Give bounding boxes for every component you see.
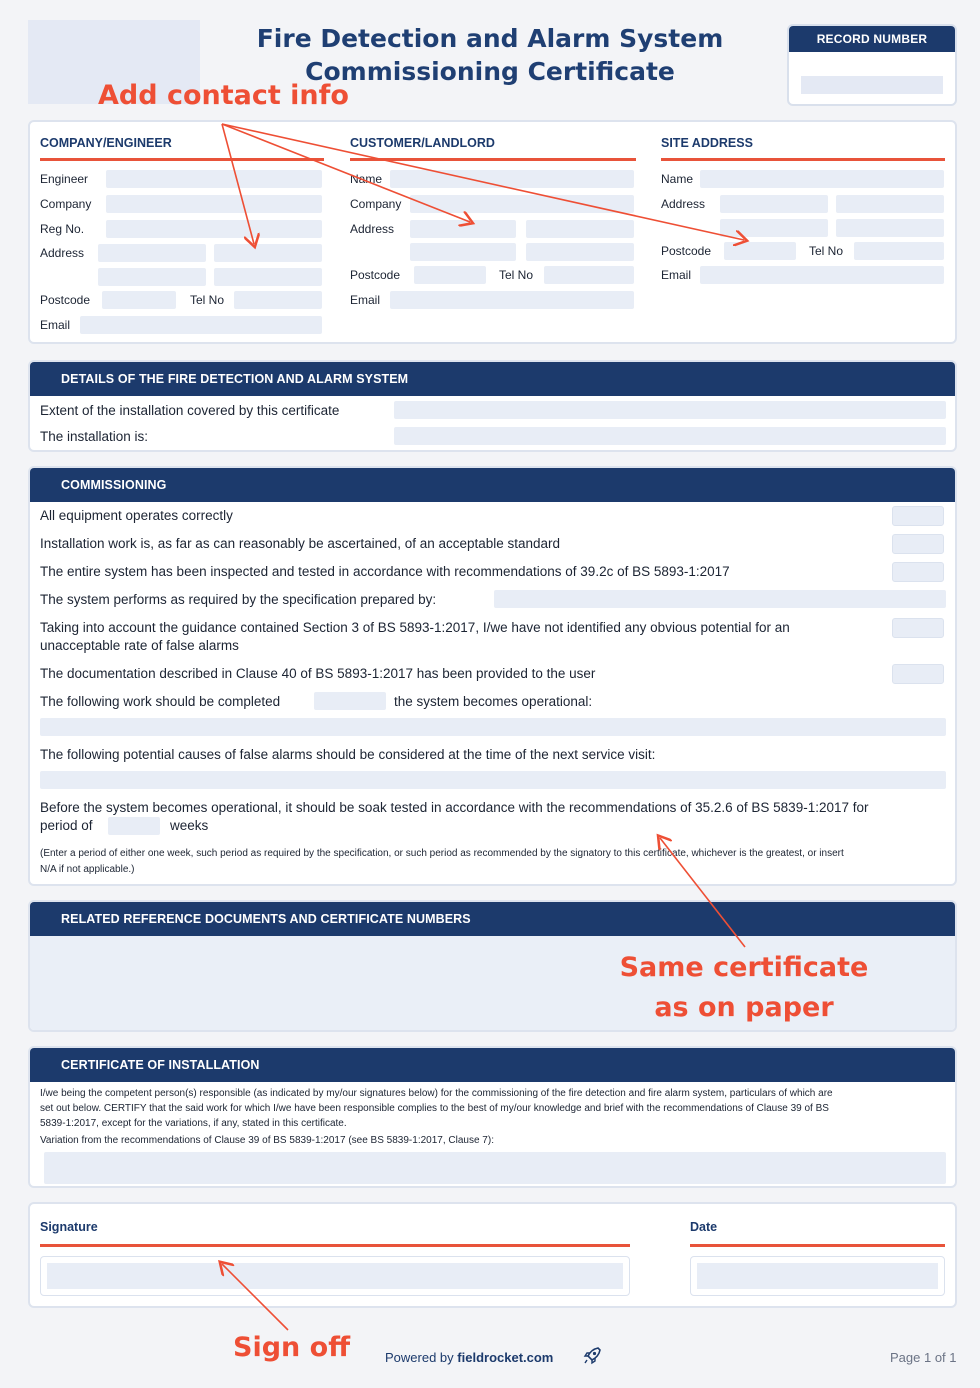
installation-standard-checkbox[interactable] bbox=[892, 534, 944, 554]
customer-postcode-field[interactable] bbox=[414, 266, 486, 284]
customer-name-field[interactable] bbox=[390, 170, 634, 188]
site-name-field[interactable] bbox=[700, 170, 944, 188]
guidance-text-line1: Taking into account the guidance contained Section 3 of BS 5893-1:2017, I/we have not identified any obvious potential for an bbox=[40, 620, 790, 635]
related-heading: RELATED REFERENCE DOCUMENTS AND CERTIFICATE NUMBERS bbox=[30, 902, 955, 936]
installation-paragraph: I/we being the competent person(s) responsible (as indicated by my/our signatures below) for the commissioning of the fire detection and fire alarm system, particulars of which are set out below. CERTIFY that the said work for which I/we have been responsible complies to the best of my/our knowledge and brief with the recommendations of Clause 39 of BS 5839-1:2017, except for the variations, if any, stated in this certificate. Variation from the recommendations of Clause 39 of BS 5839-1:2017 (see BS 5839-1:2017, Clause 7): bbox=[40, 1088, 833, 1146]
soak-weeks-field[interactable] bbox=[108, 817, 160, 835]
reg-no-label: Reg No. bbox=[40, 222, 85, 236]
address-field-2[interactable] bbox=[214, 244, 322, 262]
customer-landlord-heading: CUSTOMER/LANDLORD bbox=[350, 136, 495, 150]
divider bbox=[661, 158, 945, 161]
signature-box[interactable] bbox=[40, 1256, 630, 1296]
company-engineer-heading: COMPANY/ENGINEER bbox=[40, 136, 172, 150]
site-address-heading: SITE ADDRESS bbox=[661, 136, 753, 150]
installation-card bbox=[28, 1046, 957, 1188]
site-address-field-4[interactable] bbox=[836, 219, 944, 237]
details-card bbox=[28, 360, 957, 452]
documentation-provided-checkbox[interactable] bbox=[892, 664, 944, 684]
customer-company-field[interactable] bbox=[410, 195, 634, 213]
annotation-sign-off: Sign off bbox=[233, 1332, 351, 1363]
signoff-card bbox=[28, 1202, 957, 1308]
installation-is-label: The installation is: bbox=[40, 429, 149, 444]
commissioning-item: The entire system has been inspected and tested in accordance with recommendations of 39.2c of BS 5893-1:2017 bbox=[40, 564, 730, 579]
commissioning-item: Installation work is, as far as can reasonably be ascertained, of an acceptable standard bbox=[40, 536, 561, 551]
customer-email-field[interactable] bbox=[390, 291, 634, 309]
signature-label: Signature bbox=[40, 1220, 98, 1234]
customer-company-label: Company bbox=[350, 197, 402, 211]
divider bbox=[690, 1244, 945, 1247]
commissioning-card bbox=[28, 466, 957, 886]
divider bbox=[40, 158, 324, 161]
email-label: Email bbox=[40, 318, 71, 332]
site-tel-field[interactable] bbox=[854, 242, 944, 260]
record-number-field[interactable] bbox=[801, 76, 943, 94]
date-box[interactable] bbox=[690, 1256, 945, 1296]
site-email-label: Email bbox=[661, 268, 692, 282]
tel-no-field[interactable] bbox=[234, 291, 322, 309]
work-completed-field[interactable] bbox=[40, 718, 946, 736]
details-heading: DETAILS OF THE FIRE DETECTION AND ALARM SYSTEM bbox=[30, 362, 955, 396]
address-field-1[interactable] bbox=[98, 244, 206, 262]
customer-address-field-1[interactable] bbox=[410, 220, 516, 238]
work-completed-timing-field[interactable] bbox=[314, 692, 386, 710]
false-alarm-potential-checkbox[interactable] bbox=[892, 618, 944, 638]
soak-test-text: Before the system becomes operational, it should be soak tested in accordance with the recommendations of 35.2.6 of BS 5839-1:2017 for bbox=[40, 800, 869, 815]
customer-address-field-4[interactable] bbox=[526, 243, 634, 261]
tel-no-label: Tel No bbox=[190, 293, 225, 307]
postcode-label: Postcode bbox=[40, 293, 91, 307]
documentation-text: The documentation described in Clause 40 of BS 5893-1:2017 has been provided to the user bbox=[40, 666, 596, 681]
site-postcode-label: Postcode bbox=[661, 244, 712, 258]
extent-label: Extent of the installation covered by this certificate bbox=[40, 403, 340, 418]
annotation-same-certificate: Same certificate as on paper bbox=[619, 952, 869, 1023]
work-completed-text: The following work should be completed bbox=[40, 694, 281, 709]
page-number: Page 1 of 1 bbox=[890, 1350, 957, 1365]
site-postcode-field[interactable] bbox=[724, 242, 796, 260]
commissioning-heading: COMMISSIONING bbox=[30, 468, 955, 502]
postcode-field[interactable] bbox=[102, 291, 176, 309]
extent-field[interactable] bbox=[394, 401, 946, 419]
site-tel-label: Tel No bbox=[809, 244, 844, 258]
false-alarms-field[interactable] bbox=[40, 771, 946, 789]
soak-period-label: period of bbox=[40, 818, 93, 833]
site-email-field[interactable] bbox=[700, 266, 944, 284]
customer-address-label: Address bbox=[350, 222, 395, 236]
date-label: Date bbox=[690, 1220, 718, 1234]
customer-email-label: Email bbox=[350, 293, 381, 307]
address-field-4[interactable] bbox=[214, 268, 322, 286]
site-name-label: Name bbox=[661, 172, 694, 186]
site-address-field-3[interactable] bbox=[720, 219, 828, 237]
footer-powered-by: Powered by fieldrocket.com bbox=[385, 1350, 554, 1365]
company-label: Company bbox=[40, 197, 92, 211]
rocket-icon bbox=[582, 1346, 602, 1366]
customer-address-field-3[interactable] bbox=[410, 243, 516, 261]
soak-weeks-label: weeks bbox=[170, 818, 209, 833]
signature-field[interactable] bbox=[47, 1263, 623, 1289]
customer-name-label: Name bbox=[350, 172, 383, 186]
record-number-label: RECORD NUMBER bbox=[789, 26, 955, 52]
customer-tel-field[interactable] bbox=[544, 266, 634, 284]
divider bbox=[40, 1244, 630, 1247]
soak-note: (Enter a period of either one week, such period as required by the specification, or such period as recommended by the signatory to this certificate, whichever is the greatest, or insert N/A if not applicable.) bbox=[40, 848, 844, 875]
equipment-operates-checkbox[interactable] bbox=[892, 506, 944, 526]
customer-address-field-2[interactable] bbox=[526, 220, 634, 238]
reg-no-field[interactable] bbox=[106, 220, 322, 238]
customer-tel-label: Tel No bbox=[499, 268, 534, 282]
page-title: Fire Detection and Alarm System Commissioning Certificate bbox=[256, 24, 724, 86]
engineer-label: Engineer bbox=[40, 172, 89, 186]
customer-postcode-label: Postcode bbox=[350, 268, 401, 282]
variation-field[interactable] bbox=[44, 1152, 946, 1184]
contact-card bbox=[28, 120, 957, 344]
site-address-field-2[interactable] bbox=[836, 195, 944, 213]
guidance-text-line2: unacceptable rate of false alarms bbox=[40, 638, 239, 653]
address-field-3[interactable] bbox=[98, 268, 206, 286]
site-address-label: Address bbox=[661, 197, 706, 211]
divider bbox=[350, 158, 636, 161]
system-inspected-checkbox[interactable] bbox=[892, 562, 944, 582]
commissioning-item: The system performs as required by the specification prepared by: bbox=[40, 592, 437, 607]
site-address-field-1[interactable] bbox=[720, 195, 828, 213]
email-field[interactable] bbox=[80, 316, 322, 334]
installation-heading: CERTIFICATE OF INSTALLATION bbox=[30, 1048, 955, 1082]
work-completed-text-2: the system becomes operational: bbox=[394, 694, 593, 709]
false-alarms-text: The following potential causes of false alarms should be considered at the time of the next service visit: bbox=[40, 747, 656, 762]
annotation-add-contact: Add contact info bbox=[98, 80, 349, 111]
date-field[interactable] bbox=[697, 1263, 938, 1289]
specification-prepared-by-field[interactable] bbox=[494, 590, 946, 608]
record-number-box bbox=[787, 24, 957, 106]
commissioning-item: All equipment operates correctly bbox=[40, 508, 233, 523]
installation-is-field[interactable] bbox=[394, 427, 946, 445]
address-label: Address bbox=[40, 246, 85, 260]
engineer-field[interactable] bbox=[106, 170, 322, 188]
footer-brand[interactable]: fieldrocket.com bbox=[457, 1350, 554, 1365]
company-field[interactable] bbox=[106, 195, 322, 213]
